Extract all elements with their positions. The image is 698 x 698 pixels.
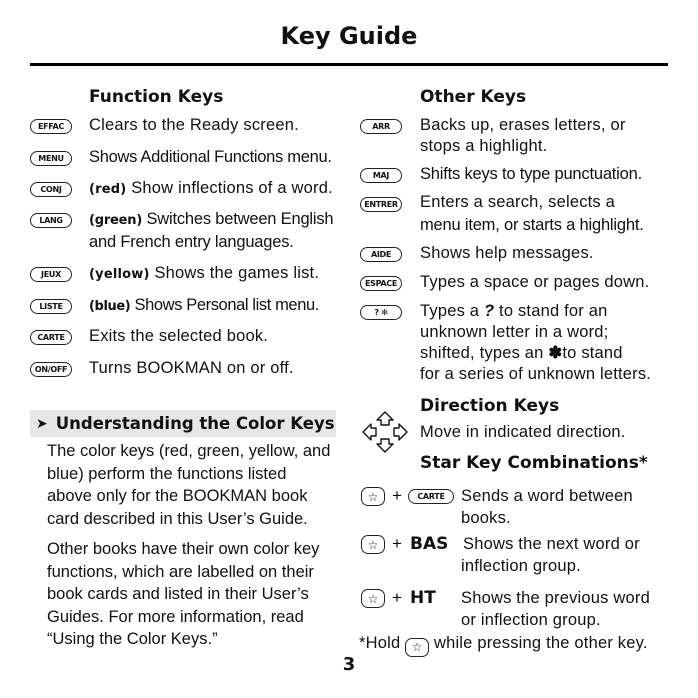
arr-description: Backs up, erases letters, or bbox=[420, 116, 626, 134]
wildcard-text-d: to stand bbox=[562, 344, 623, 362]
color-keys-paragraph-1 bbox=[47, 440, 347, 530]
paragraph-line: Guides. For more information, read bbox=[47, 607, 304, 626]
conj-description bbox=[89, 178, 333, 200]
star-key: ☆ bbox=[405, 638, 429, 657]
color-label-red: (red) bbox=[89, 182, 127, 197]
paragraph-line: book cards and listed in their User’s bbox=[47, 585, 309, 603]
conj-key: CONJ bbox=[30, 182, 72, 197]
wildcard-description-line3 bbox=[420, 343, 623, 364]
page-number: 3 bbox=[342, 654, 356, 675]
star-combinations-heading: Star Key Combinations* bbox=[420, 453, 648, 473]
star-key: ☆ bbox=[361, 487, 385, 506]
star-key: ☆ bbox=[361, 535, 385, 554]
plus-sign: + bbox=[392, 534, 402, 553]
wildcard-text-b: to stand for an bbox=[494, 302, 608, 320]
star-ht-description: Shows the previous word bbox=[461, 589, 650, 607]
wildcard-description-line2: unknown letter in a word; bbox=[420, 323, 609, 341]
wildcard-key: ? ✻ bbox=[360, 305, 402, 320]
espace-description: Types a space or pages down. bbox=[420, 273, 650, 291]
aide-description: Shows help messages. bbox=[420, 244, 594, 262]
wildcard-text-a: Types a bbox=[420, 302, 484, 320]
liste-key: LISTE bbox=[30, 299, 72, 314]
title-rule bbox=[30, 63, 668, 66]
direction-arrows-icon bbox=[362, 411, 408, 453]
star-bas-description: Shows the next word or bbox=[463, 535, 640, 553]
paragraph-line: blue) perform the functions listed bbox=[47, 464, 287, 483]
on-off-description: Turns BOOKMAN on or off. bbox=[89, 359, 294, 377]
liste-description bbox=[89, 295, 319, 317]
paragraph-line: Other books have their own color key bbox=[47, 540, 320, 558]
star-carte-description: Sends a word between bbox=[461, 487, 633, 505]
star-carte-description-line2: books. bbox=[461, 509, 511, 527]
carte-key: CARTE bbox=[30, 330, 72, 345]
plus-sign: + bbox=[392, 588, 402, 607]
entrer-description: Enters a search, selects a bbox=[420, 193, 616, 211]
entrer-key: ENTRER bbox=[360, 197, 402, 212]
conj-text: Show inflections of a word. bbox=[131, 179, 333, 197]
aide-key: AIDE bbox=[360, 247, 402, 262]
lang-text: Switches between English bbox=[146, 210, 334, 228]
lang-key: LANG bbox=[30, 213, 72, 228]
other-keys-heading: Other Keys bbox=[420, 87, 527, 107]
bas-key-label: BAS bbox=[410, 534, 449, 554]
lang-description-line2: and French entry languages. bbox=[89, 233, 294, 251]
espace-key: ESPACE bbox=[360, 276, 402, 291]
jeux-key: JEUX bbox=[30, 267, 72, 282]
jeux-description bbox=[89, 263, 319, 285]
lang-description bbox=[89, 209, 333, 231]
liste-text: Shows Personal list menu. bbox=[134, 296, 319, 314]
page-title: Key Guide bbox=[280, 22, 418, 50]
wildcard-description-line4: for a series of unknown letters. bbox=[420, 365, 652, 383]
arr-description-line2: stops a highlight. bbox=[420, 137, 548, 155]
wildcard-text-c: shifted, types an bbox=[420, 344, 549, 362]
on-off-key: ON/OFF bbox=[30, 362, 72, 377]
footnote-text-a: *Hold bbox=[359, 634, 401, 652]
direction-keys-heading: Direction Keys bbox=[420, 396, 560, 416]
color-keys-banner bbox=[30, 410, 336, 437]
entrer-description-line2: menu item, or starts a highlight. bbox=[420, 216, 644, 234]
question-mark-symbol: ? bbox=[483, 302, 495, 320]
paragraph-line: functions, which are labelled on their bbox=[47, 562, 314, 581]
ht-key-label: HT bbox=[410, 588, 436, 608]
paragraph-line: card described in this User’s Guide. bbox=[47, 509, 308, 528]
carte-description: Exits the selected book. bbox=[89, 327, 269, 345]
star-key: ☆ bbox=[361, 589, 385, 608]
star-ht-description-line2: or inflection group. bbox=[461, 611, 601, 629]
color-keys-banner-title: Understanding the Color Keys bbox=[55, 414, 335, 433]
menu-description: Shows Additional Functions menu. bbox=[89, 148, 332, 166]
color-label-green: (green) bbox=[89, 213, 143, 228]
direction-description: Move in indicated direction. bbox=[420, 423, 626, 441]
color-keys-paragraph-2 bbox=[47, 538, 347, 651]
effac-key: EFFAC bbox=[30, 119, 72, 134]
paragraph-line: above only for the BOOKMAN book bbox=[47, 487, 308, 505]
function-keys-heading: Function Keys bbox=[89, 87, 224, 107]
maj-key: MAJ bbox=[360, 168, 402, 183]
carte-key: CARTE bbox=[408, 489, 454, 504]
arr-key: ARR bbox=[360, 119, 402, 134]
triangle-arrow-icon: ➤ bbox=[36, 415, 48, 432]
footnote-text-b: while pressing the other key. bbox=[433, 634, 648, 652]
color-label-blue: (blue) bbox=[89, 299, 131, 314]
paragraph-line: The color keys (red, green, yellow, and bbox=[47, 442, 331, 460]
menu-key: MENU bbox=[30, 151, 72, 166]
maj-description: Shifts keys to type punctuation. bbox=[420, 165, 642, 183]
jeux-text: Shows the games list. bbox=[154, 264, 320, 282]
color-label-yellow: (yellow) bbox=[89, 267, 150, 282]
paragraph-line: “Using the Color Keys.” bbox=[47, 630, 218, 648]
wildcard-description bbox=[420, 301, 608, 322]
effac-description: Clears to the Ready screen. bbox=[89, 116, 299, 134]
plus-sign: + bbox=[392, 486, 402, 505]
asterisk-symbol: ✽ bbox=[548, 344, 563, 362]
star-bas-description-line2: inflection group. bbox=[461, 557, 581, 575]
